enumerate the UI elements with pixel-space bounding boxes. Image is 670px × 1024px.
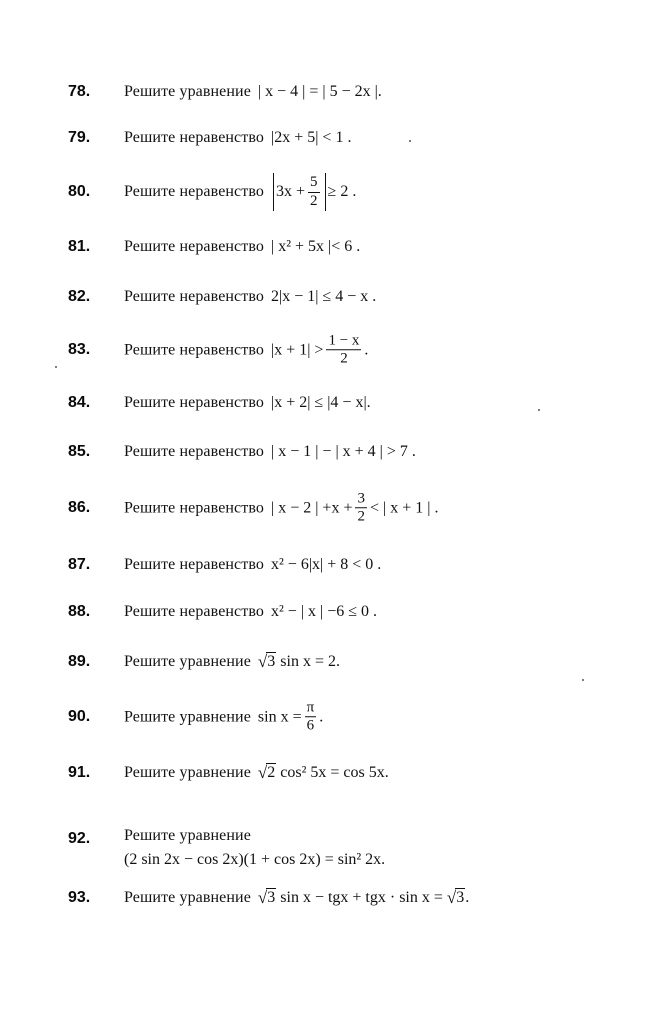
square-root bbox=[258, 763, 276, 783]
problem-81 bbox=[0, 227, 670, 267]
problem-statement bbox=[124, 332, 368, 368]
square-root bbox=[447, 888, 465, 908]
problem-87 bbox=[0, 545, 670, 585]
radicand: 3 bbox=[267, 889, 276, 906]
fraction bbox=[305, 699, 317, 735]
problem-number: 88. bbox=[68, 603, 91, 620]
problem-statement bbox=[124, 763, 389, 783]
problem-statement bbox=[124, 827, 385, 869]
instruction-text: Решите неравенство bbox=[124, 443, 264, 460]
fraction bbox=[308, 174, 320, 210]
fraction-numerator: π bbox=[305, 699, 317, 717]
abs-bar-left bbox=[273, 173, 274, 211]
math-expression: x² − 6|x| + 8 < 0 . bbox=[271, 556, 382, 573]
math-expression: |2x + 5| < 1 . bbox=[271, 129, 352, 146]
problem-statement bbox=[124, 888, 469, 908]
square-root bbox=[258, 652, 276, 672]
problem-statement bbox=[124, 173, 356, 211]
instruction-text: Решите неравенство bbox=[124, 129, 264, 146]
problem-85 bbox=[0, 432, 670, 472]
fraction bbox=[355, 490, 367, 526]
problem-number: 89. bbox=[68, 653, 91, 670]
problem-number: 90. bbox=[68, 708, 91, 725]
problem-80 bbox=[0, 172, 670, 212]
math-expression: 2|x − 1| ≤ 4 − x . bbox=[271, 288, 377, 305]
expr-pre: 3x + bbox=[276, 183, 306, 200]
expr-post: < | x + 1 | . bbox=[369, 499, 439, 516]
math-expression: | x − 1 | − | x + 4 | > 7 . bbox=[271, 443, 416, 460]
problem-number: 84. bbox=[68, 394, 91, 411]
fraction-denominator: 2 bbox=[310, 192, 318, 209]
instruction-text: Решите неравенство bbox=[124, 394, 264, 411]
problem-91 bbox=[0, 753, 670, 793]
fraction-numerator: 1 − x bbox=[326, 332, 361, 350]
fraction-numerator: 3 bbox=[355, 490, 367, 508]
radicand: 2 bbox=[267, 764, 276, 781]
instruction-text: Решите неравенство bbox=[124, 556, 264, 573]
problem-number: 81. bbox=[68, 238, 91, 255]
scan-speck bbox=[55, 366, 57, 368]
problem-number: 92. bbox=[68, 830, 91, 847]
problem-number: 85. bbox=[68, 443, 91, 460]
expr-post: cos² 5x = cos 5x. bbox=[280, 764, 389, 781]
expr-pre: | x − 2 | +x + bbox=[271, 499, 353, 516]
problem-statement bbox=[124, 652, 340, 672]
problem-statement bbox=[124, 490, 438, 526]
expr-pre: sin x = bbox=[257, 708, 302, 725]
math-expression: x² − | x | −6 ≤ 0 . bbox=[271, 603, 378, 620]
radical-sign: √ bbox=[257, 888, 268, 907]
problem-89 bbox=[0, 642, 670, 682]
fraction-numerator: 5 bbox=[308, 174, 320, 192]
math-expression: |x + 2| ≤ |4 − x|. bbox=[271, 394, 371, 411]
problem-79 bbox=[0, 118, 670, 158]
fraction bbox=[326, 332, 361, 368]
math-expression bbox=[258, 763, 389, 783]
radicand: 3 bbox=[456, 889, 465, 906]
problem-78 bbox=[0, 72, 670, 112]
problem-92 bbox=[0, 818, 670, 878]
math-expression bbox=[271, 490, 438, 526]
instruction-text: Решите уравнение bbox=[124, 764, 251, 781]
math-expression bbox=[258, 888, 469, 908]
problem-statement bbox=[124, 129, 351, 147]
expr-pre: |x + 1| > bbox=[271, 341, 324, 358]
square-root bbox=[258, 888, 276, 908]
problem-number: 82. bbox=[68, 288, 91, 305]
problem-93 bbox=[0, 878, 670, 918]
abs-bar-right bbox=[325, 173, 326, 211]
instruction-text: Решите неравенство bbox=[124, 238, 264, 255]
radical-sign: √ bbox=[446, 888, 457, 907]
instruction-text: Решите неравенство bbox=[124, 341, 264, 358]
problem-statement bbox=[124, 603, 377, 621]
instruction-text: Решите уравнение bbox=[124, 83, 251, 100]
instruction-text: Решите уравнение bbox=[124, 708, 251, 725]
radical-sign: √ bbox=[257, 652, 268, 671]
problem-83 bbox=[0, 330, 670, 370]
expr-post: sin x = 2. bbox=[280, 653, 340, 670]
instruction-text: Решите уравнение bbox=[124, 889, 251, 906]
problem-statement bbox=[124, 83, 382, 101]
instruction-text: Решите уравнение bbox=[124, 827, 251, 844]
problem-number: 83. bbox=[68, 341, 91, 358]
instruction-text: Решите неравенство bbox=[124, 183, 264, 200]
problem-number: 87. bbox=[68, 556, 91, 573]
problem-number: 80. bbox=[68, 183, 91, 200]
fraction-denominator: 6 bbox=[306, 717, 315, 734]
problem-number: 93. bbox=[68, 889, 91, 906]
math-expression: (2 sin 2x − cos 2x)(1 + cos 2x) = sin² 2x. bbox=[124, 851, 386, 868]
scan-speck bbox=[582, 679, 584, 681]
problem-number: 91. bbox=[68, 764, 91, 781]
scan-speck bbox=[538, 409, 540, 411]
math-expression: | x² + 5x |< 6 . bbox=[271, 238, 361, 255]
problem-88 bbox=[0, 592, 670, 632]
expr-post: . bbox=[465, 889, 470, 906]
radical-sign: √ bbox=[257, 763, 268, 782]
problem-86 bbox=[0, 488, 670, 528]
problem-statement bbox=[124, 443, 416, 461]
math-expression bbox=[271, 332, 368, 368]
problem-statement bbox=[124, 394, 371, 412]
problem-number: 78. bbox=[68, 83, 91, 100]
math-expression: | x − 4 | = | 5 − 2x |. bbox=[257, 83, 382, 100]
math-expression bbox=[258, 652, 340, 672]
problem-statement bbox=[124, 556, 381, 574]
problem-84 bbox=[0, 383, 670, 423]
instruction-text: Решите неравенство bbox=[124, 603, 264, 620]
problem-statement bbox=[124, 238, 360, 256]
radicand: 3 bbox=[267, 653, 276, 670]
expr-post: . bbox=[319, 708, 324, 725]
math-expression bbox=[271, 173, 356, 211]
problem-statement bbox=[124, 288, 376, 306]
problem-90 bbox=[0, 697, 670, 737]
problem-number: 86. bbox=[68, 499, 91, 516]
expr-mid: sin x − tgx + tgx · sin x = bbox=[280, 889, 443, 906]
instruction-text: Решите неравенство bbox=[124, 499, 264, 516]
instruction-text: Решите неравенство bbox=[124, 288, 264, 305]
fraction-denominator: 2 bbox=[340, 350, 348, 367]
problem-statement bbox=[124, 699, 323, 735]
instruction-text: Решите уравнение bbox=[124, 653, 251, 670]
expr-post: ≥ 2 . bbox=[327, 183, 357, 200]
scan-speck bbox=[409, 140, 411, 142]
problem-82 bbox=[0, 277, 670, 317]
math-expression bbox=[258, 699, 323, 735]
problem-number: 79. bbox=[68, 129, 91, 146]
expr-post: . bbox=[364, 341, 369, 358]
fraction-denominator: 2 bbox=[357, 508, 365, 525]
